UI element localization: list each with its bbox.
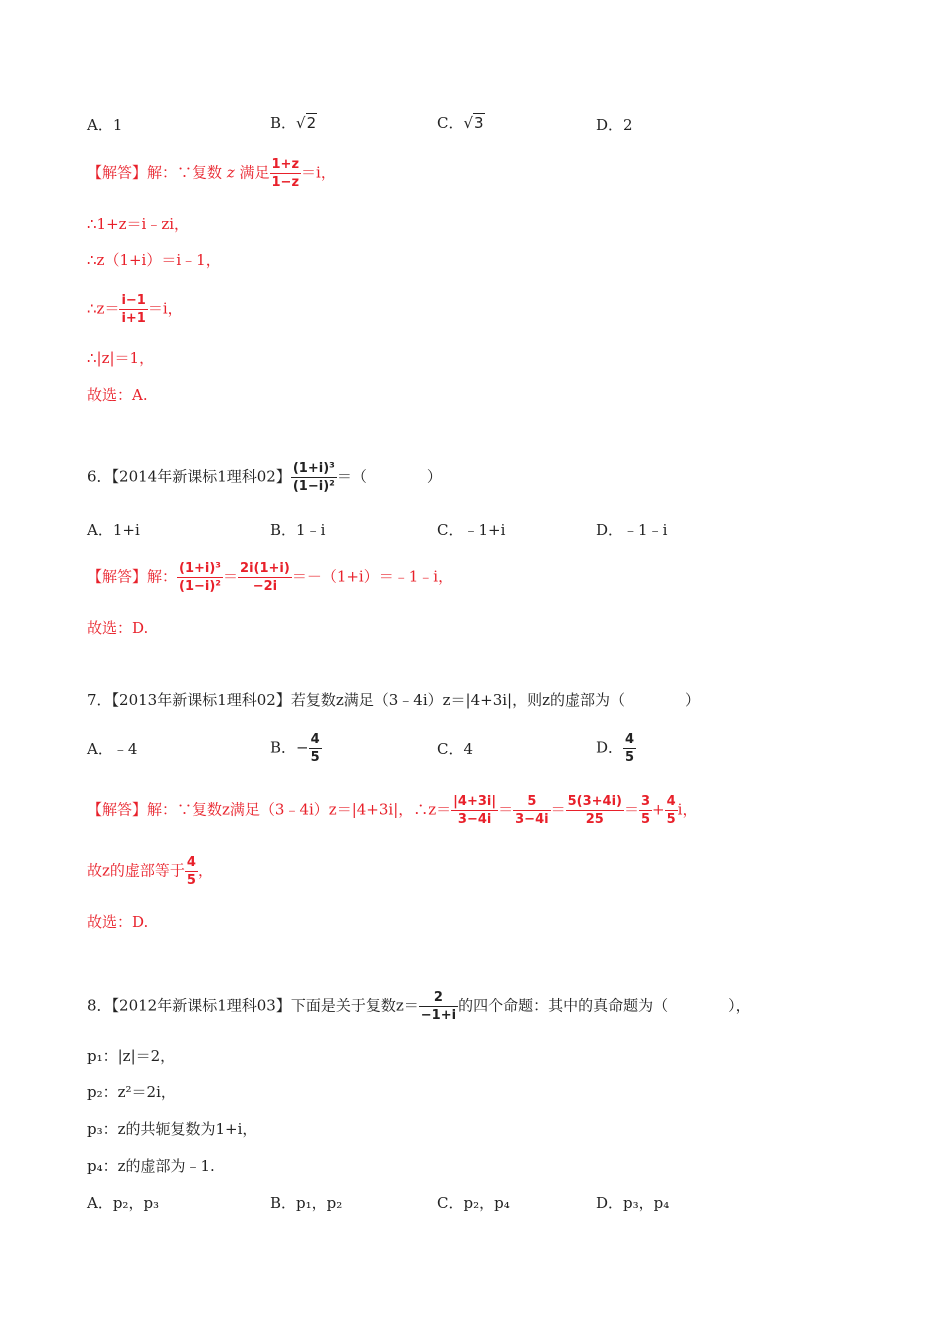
q7-solution-line2	[87, 856, 213, 887]
q6-stem	[87, 462, 442, 493]
q8-proposition-p4: p₄：z的虚部为﹣1.	[87, 1157, 215, 1175]
q5-fraction-2	[119, 294, 147, 325]
q5-fraction-1	[270, 158, 302, 189]
solution-tag: 【解答】	[87, 800, 148, 819]
q5-sol-z: z	[226, 163, 235, 182]
q6-stem-fraction	[291, 462, 337, 493]
q7-option-d-fraction	[623, 733, 636, 764]
q6-s-frac2-den: −2i	[252, 579, 278, 594]
q7-opt-b-den: 5	[310, 750, 320, 765]
q7-eq-2: ＝	[550, 800, 566, 819]
q7-line2-pre: 故z的虚部等于	[87, 861, 185, 880]
q5-line4-post: ＝i，	[147, 299, 183, 318]
q7-line2-num: 4	[186, 855, 196, 870]
q7-opt-b-num: 4	[310, 732, 320, 747]
q7-solution	[87, 795, 697, 826]
q7-plus: +	[652, 800, 665, 819]
q7-f5-num: 4	[666, 794, 676, 809]
q8-stem-post: 的四个命题：其中的真命题为（ ），	[458, 996, 751, 1015]
q6-option-d: D．﹣1﹣i	[596, 521, 668, 539]
q7-line2-den: 5	[186, 873, 196, 888]
q8-option-b: B．p₁，p₂	[270, 1194, 343, 1212]
q7-line2-fraction	[185, 856, 198, 887]
q5-option-c-label: C．	[437, 114, 464, 132]
q6-stem-pre: 6．【2014年新课标1理科02】	[87, 467, 291, 486]
q5-frac1-num: 1+z	[271, 157, 300, 172]
q6-sol-intro: 解：	[147, 567, 178, 586]
q7-opt-d-num: 4	[625, 732, 635, 747]
q7-option-b	[270, 733, 322, 764]
q7-answer: 故选：D.	[87, 913, 149, 931]
q5-solution-line1	[87, 158, 336, 189]
q7-sol-text: 解：∵复数z满足（3﹣4i）z＝|4+3i|，∴z＝	[147, 800, 452, 819]
sqrt-symbol: √2	[296, 114, 317, 132]
q5-frac2-num: i−1	[121, 293, 146, 308]
q5-sqrt-b-radicand: 2	[306, 114, 317, 132]
q8-frac-num: 2	[419, 991, 458, 1007]
q8-proposition-p3: p₃：z的共轭复数为1+i，	[87, 1120, 258, 1138]
q8-option-d: D．p₃，p₄	[596, 1194, 670, 1212]
q5-sol-satisfy: 满足	[239, 163, 270, 182]
q7-sol-fraction-4	[639, 795, 652, 826]
q6-sol-fraction-1	[177, 562, 223, 593]
sqrt-symbol: √3	[463, 114, 484, 132]
q8-stem	[87, 991, 751, 1022]
q7-option-d	[596, 733, 636, 764]
q5-option-b	[270, 116, 317, 131]
q7-sol-fraction-2	[513, 795, 550, 826]
q7-f4-den: 5	[640, 812, 651, 827]
q5-option-c	[437, 116, 485, 131]
q6-answer: 故选：D.	[87, 619, 149, 637]
q5-solution-line3: ∴z（1+i）＝i﹣1，	[87, 251, 221, 269]
q7-f3-num: 5(3+4i)	[567, 794, 622, 809]
q7-option-b-fraction	[309, 733, 322, 764]
q5-option-a: A．1	[87, 116, 123, 134]
q7-sol-fraction-5	[665, 795, 678, 826]
q6-s-eq: ＝	[223, 567, 239, 586]
q8-frac-den: −1+i	[420, 1008, 457, 1023]
q8-option-a: A．p₂，p₃	[87, 1194, 160, 1212]
q6-s-frac2-num: 2i(1+i)	[240, 561, 290, 576]
q7-option-c: C．4	[437, 740, 474, 758]
q7-option-a: A．﹣4	[87, 740, 138, 758]
q8-proposition-p2: p₂：z²＝2i，	[87, 1083, 176, 1101]
q5-sol-intro: 解：∵复数	[147, 163, 223, 182]
q7-tail: i，	[677, 800, 698, 819]
q7-option-b-label: B．−	[270, 738, 309, 757]
q5-answer: 故选：A.	[87, 386, 148, 404]
q6-s-frac1-num: (1+i)³	[179, 561, 222, 576]
q7-f2-num: 5	[513, 795, 550, 811]
q5-option-d: D．2	[596, 116, 633, 134]
q5-solution-line4	[87, 294, 183, 325]
q7-sol-fraction-3	[566, 795, 624, 826]
q6-frac-num: (1+i)³	[292, 461, 335, 476]
q7-f1-num: |4+3i|	[453, 794, 497, 809]
q6-solution	[87, 562, 453, 593]
q8-stem-fraction	[419, 991, 458, 1022]
q6-frac-den: (1−i)²	[292, 479, 335, 494]
q5-line4-pre: ∴z＝	[87, 299, 120, 318]
q7-opt-d-den: 5	[625, 750, 635, 765]
q8-option-c: C．p₂，p₄	[437, 1194, 510, 1212]
q5-frac1-den: 1−z	[271, 175, 300, 190]
q5-option-b-label: B．	[270, 114, 297, 132]
q7-f1-den: 3−4i	[457, 812, 492, 827]
q6-option-c: C．﹣1+i	[437, 521, 506, 539]
q6-s-frac1-den: (1−i)²	[179, 579, 222, 594]
q7-line2-post: ，	[197, 861, 213, 880]
q5-solution-line2: ∴1+z＝i﹣zi，	[87, 215, 190, 233]
q7-stem: 7．【2013年新课标1理科02】若复数z满足（3﹣4i）z＝|4+3i|，则z的虚部为（ ）	[87, 691, 701, 709]
q8-proposition-p1: p₁：|z|＝2，	[87, 1047, 176, 1065]
q6-stem-post: ＝（ ）	[336, 467, 442, 486]
q5-frac2-den: i+1	[121, 311, 146, 326]
q7-eq-1: ＝	[498, 800, 514, 819]
solution-tag: 【解答】	[87, 567, 148, 586]
q6-option-a: A．1+i	[87, 521, 140, 539]
q7-f3-den: 25	[585, 812, 604, 827]
q5-sol-eq: ＝i，	[301, 163, 336, 182]
q7-f4-num: 3	[640, 794, 651, 809]
q5-solution-line5: ∴|z|＝1，	[87, 349, 155, 367]
q6-s-rest: ＝－（1+i）＝﹣1﹣i，	[291, 567, 454, 586]
q6-sol-fraction-2	[238, 562, 292, 593]
q6-option-b: B．1﹣i	[270, 521, 326, 539]
q8-stem-pre: 8．【2012年新课标1理科03】下面是关于复数z＝	[87, 996, 419, 1015]
q7-f2-den: 3−4i	[515, 812, 549, 827]
q7-eq-3: ＝	[623, 800, 639, 819]
q7-option-d-label: D．	[596, 738, 624, 757]
q7-sol-fraction-1	[451, 795, 498, 826]
solution-tag: 【解答】	[87, 163, 148, 182]
q7-f5-den: 5	[666, 812, 676, 827]
q5-sqrt-c-radicand: 3	[474, 114, 484, 132]
